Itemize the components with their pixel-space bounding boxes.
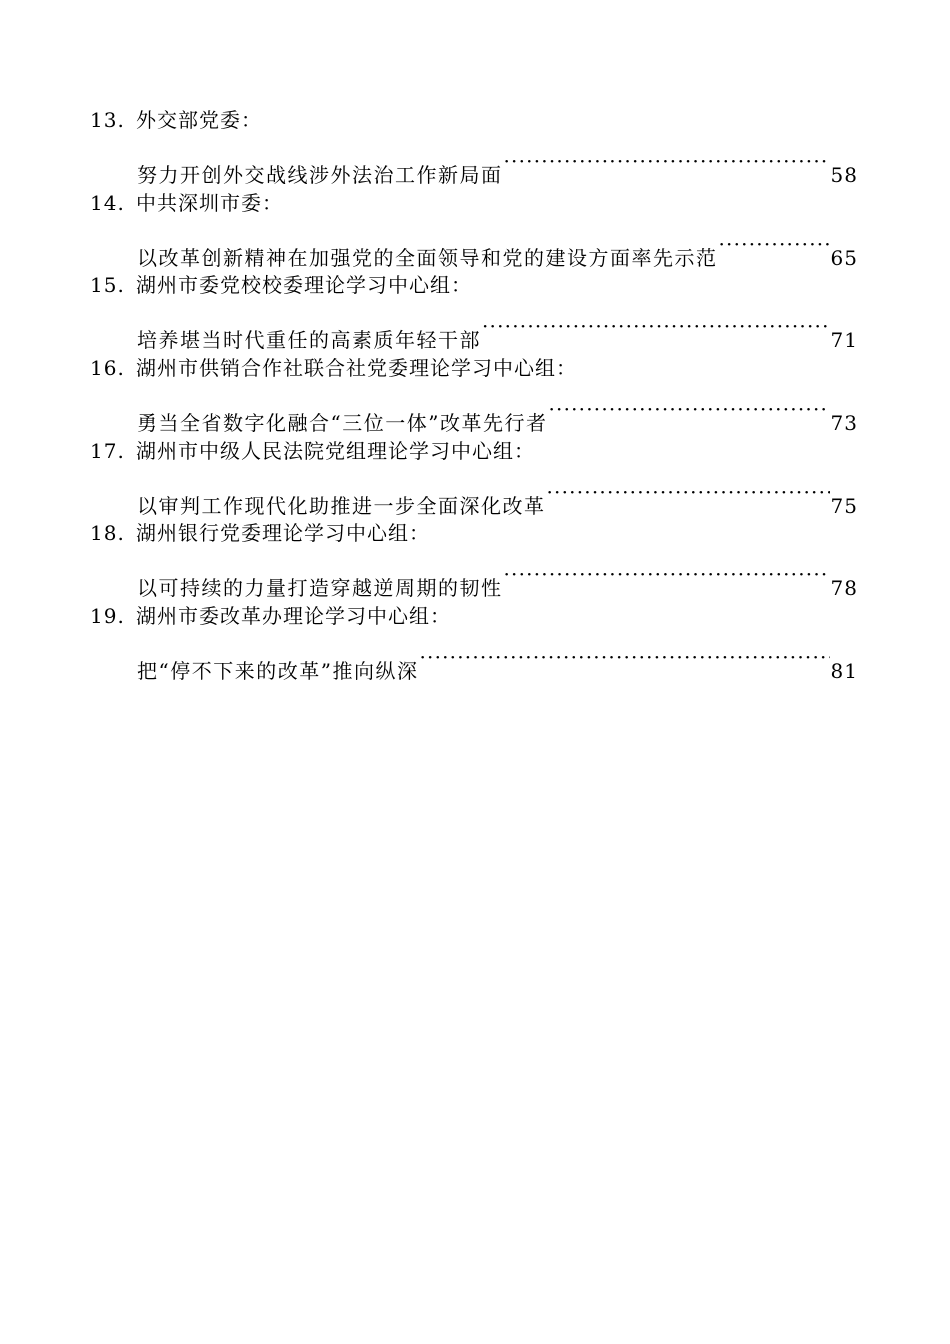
toc-entry xyxy=(0,512,950,600)
toc-entry xyxy=(0,347,950,435)
toc-org: 湖州市委党校校委理论学习中心组： xyxy=(136,273,472,297)
toc-number: 16. xyxy=(90,356,125,380)
toc-title: 以审判工作现代化助推进一步全面深化改革 xyxy=(137,494,546,518)
toc-title: 培养堪当时代重任的高素质年轻干部 xyxy=(137,328,481,352)
toc-title-line[interactable] xyxy=(137,553,858,600)
toc-entry xyxy=(0,264,950,352)
toc-number: 15. xyxy=(90,273,125,297)
toc-page-number: 71 xyxy=(830,328,858,352)
toc-number: 18. xyxy=(90,521,125,545)
toc-entry xyxy=(0,430,950,518)
toc-org-line xyxy=(90,347,577,389)
toc-title-line[interactable] xyxy=(137,388,858,435)
toc-title: 努力开创外交战线涉外法治工作新局面 xyxy=(137,163,503,187)
toc-title: 勇当全省数字化融合“三位一体”改革先行者 xyxy=(137,411,548,435)
dot-leader xyxy=(504,140,830,182)
toc-org: 湖州市中级人民法院党组理论学习中心组： xyxy=(136,439,535,463)
toc-org: 湖州银行党委理论学习中心组： xyxy=(136,521,430,545)
toc-org-line xyxy=(90,512,430,554)
dot-leader xyxy=(719,223,830,265)
toc-title-line[interactable] xyxy=(137,140,858,187)
toc-title-line[interactable] xyxy=(137,305,858,352)
toc-org: 中共深圳市委： xyxy=(136,191,283,215)
toc-title-line[interactable] xyxy=(137,636,858,683)
toc-page-number: 65 xyxy=(830,246,858,270)
toc-org-line xyxy=(90,430,535,472)
toc-title: 以改革创新精神在加强党的全面领导和党的建设方面率先示范 xyxy=(137,246,718,270)
dot-leader xyxy=(482,305,830,347)
toc-org-line xyxy=(90,99,262,141)
toc-number: 14. xyxy=(90,191,125,215)
toc-number: 13. xyxy=(90,108,125,132)
toc-entry xyxy=(0,595,950,683)
dot-leader xyxy=(419,636,829,678)
toc-org-line xyxy=(90,264,472,306)
dot-leader xyxy=(547,471,830,513)
toc-number: 17. xyxy=(90,439,125,463)
toc-org-line xyxy=(90,595,451,637)
toc-page-number: 58 xyxy=(830,163,858,187)
toc-entry xyxy=(0,99,950,187)
dot-leader xyxy=(548,388,829,430)
toc-title: 把“停不下来的改革”推向纵深 xyxy=(137,659,419,683)
toc-title: 以可持续的力量打造穿越逆周期的韧性 xyxy=(137,576,503,600)
toc-page-number: 78 xyxy=(830,576,858,600)
toc-number: 19. xyxy=(90,604,125,628)
dot-leader xyxy=(504,553,830,595)
toc-org: 湖州市供销合作社联合社党委理论学习中心组： xyxy=(136,356,577,380)
toc-title-line[interactable] xyxy=(137,471,858,518)
toc-page-number: 75 xyxy=(830,494,858,518)
toc-org: 外交部党委： xyxy=(136,108,262,132)
toc-org-line xyxy=(90,182,283,224)
toc-page-number: 73 xyxy=(830,411,858,435)
toc-title-line[interactable] xyxy=(137,223,858,270)
toc-org: 湖州市委改革办理论学习中心组： xyxy=(136,604,451,628)
toc-entry xyxy=(0,182,950,270)
toc-page-number: 81 xyxy=(830,659,858,683)
